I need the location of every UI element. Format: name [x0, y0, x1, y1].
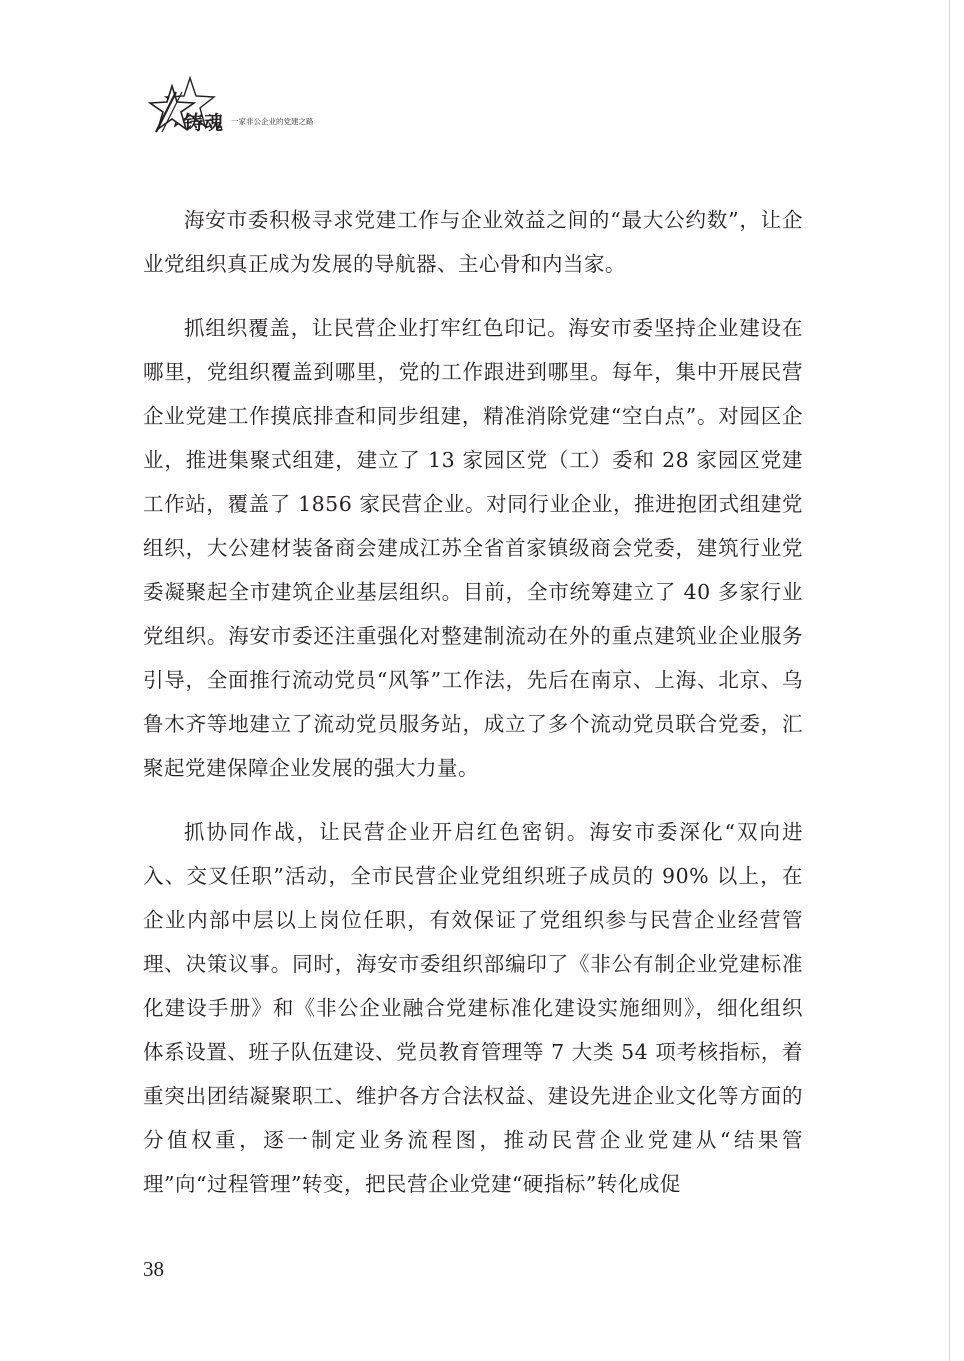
body-text [143, 198, 803, 1226]
page-edge-divider [949, 0, 950, 1361]
paragraph-3: 抓协同作战，让民营企业开启红色密钥。海安市委深化“双向进入、交叉任职”活动，全市民营企业党组织班子成员的 90% 以上，在企业内部中层以上岗位任职，有效保证了党组织参与民营企业经营管理、决策议事。同时，海安市委组织部编印了《非公有制企业党建标准化建设手册》和《非公企业融合党建标准化建设实施细则》，细化组织体系设置、班子队伍建设、党员教育管理等 7 大类 54 项考核指标，着重突出团结凝聚职工、维护各方合法权益、建设先进企业文化等方面的分值权重，逐一制定业务流程图，推动民营企业党建从“结果管理”向“过程管理”转变，把民营企业党建“硬指标”转化成促 [143, 820, 803, 1196]
book-subtitle: 一家非公企业的党建之路 [231, 117, 314, 126]
paragraph-1: 海安市委积极寻求党建工作与企业效益之间的“最大公约数”，让企业党组织真正成为发展的导航器、主心骨和内当家。 [143, 208, 803, 276]
paragraph-2: 抓组织覆盖，让民营企业打牢红色印记。海安市委坚持企业建设在哪里，党组织覆盖到哪里，党的工作跟进到哪里。每年，集中开展民营企业党建工作摸底排查和同步组建，精准消除党建“空白点”。对园区企业，推进集聚式组建，建立了 13 家园区党（工）委和 28 家园区党建工作站，覆盖了 1856 家民营企业。对同行业企业，推进抱团式组建党组织，大公建材装备商会建成江苏全省首家镇级商会党委，建筑行业党委凝聚起全市建筑企业基层组织。目前，全市统筹建立了 40 多家行业党组织。海安市委还注重强化对整建制流动在外的重点建筑业企业服务引导，全面推行流动党员“风筝”工作法，先后在南京、上海、北京、乌鲁木齐等地建立了流动党员服务站，成立了多个流动党员联合党委，汇聚起党建保障企业发展的强大力量。 [143, 316, 803, 780]
running-header [146, 72, 406, 138]
book-title: 铸魂 [184, 112, 225, 134]
page-number: 38 [143, 1257, 164, 1281]
